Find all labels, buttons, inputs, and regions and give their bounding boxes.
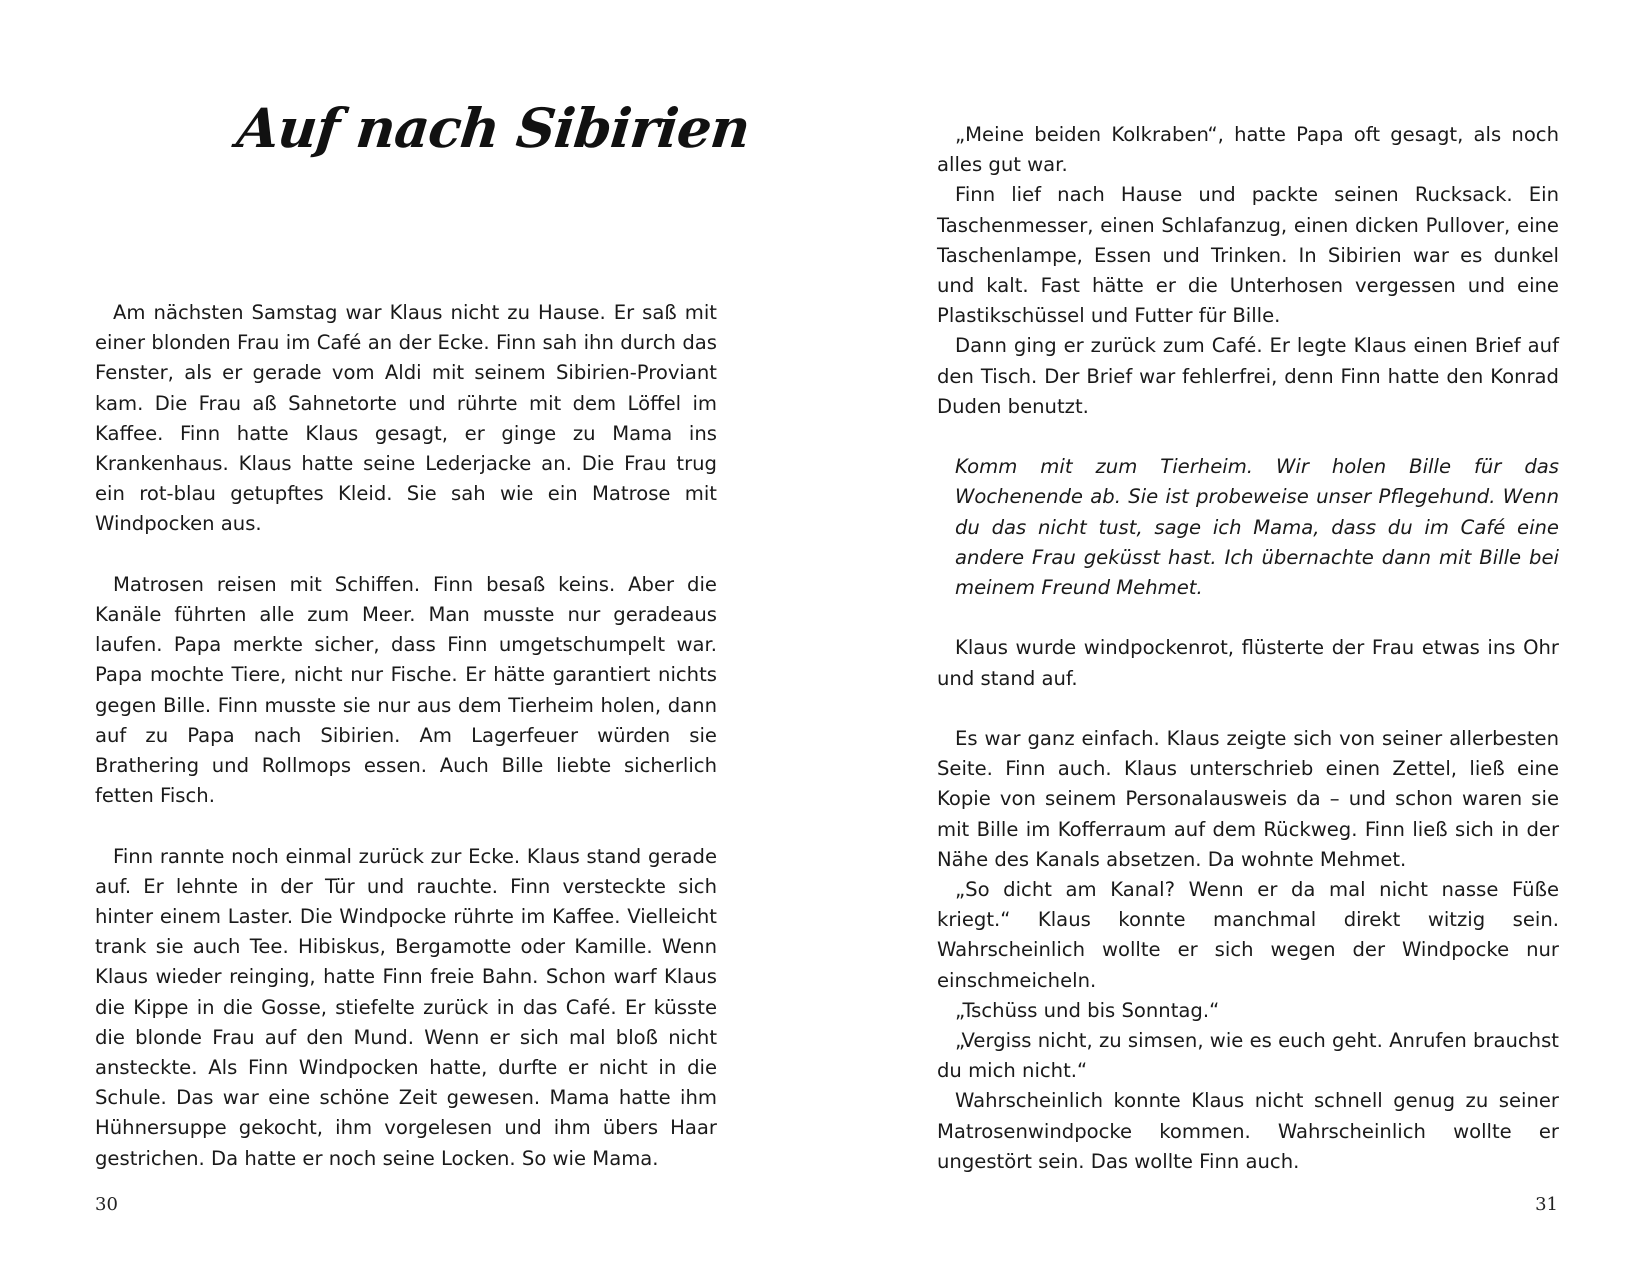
paragraph: Finn rannte noch einmal zurück zur Ecke. Klaus stand gerade auf. Er lehnte in der Tür und rauchte. Finn versteckte sich hinter einem Laster. Die Windpocke rührte im Kaffee. Vielleicht trank sie auch Tee. Hibiskus, Bergamotte oder Kamille. Wenn Klaus wieder reinging, hatte Finn freie Bahn. Schon warf Klaus die Kippe in die Gosse, stiefelte zurück in das Café. Er küsste die blonde Frau auf den Mund. Wenn er sich mal bloß nicht ansteckte. Als Finn Windpocken hatte, durfte er nicht in die Schule. Das war eine schöne Zeit gewesen. Mama hatte ihm Hühnersuppe gekocht, ihm vorgelesen und ihm übers Haar gestrichen. Da hatte er noch seine Locken. So wie Mama. [95,844,717,1170]
paragraph-gap [95,811,717,841]
right-page-text [937,120,1559,1177]
paragraph-gap [95,540,717,570]
left-page-text [95,298,717,1174]
paragraph: Am nächsten Samstag war Klaus nicht zu Hause. Er saß mit einer blonden Frau im Café an der Ecke. Finn sah ihn durch das Fenster, als er gerade vom Aldi mit seinem Sibirien-Proviant kam. Die Frau aß Sahnetorte und rührte mit dem Löffel im Kaffee. Finn hatte Klaus gesagt, er ginge zu Mama ins Krankenhaus. Klaus hatte seine Lederjacke an. Die Frau trug ein rot-blau getupftes Kleid. Sie sah wie ein Matrose mit Windpocken aus. [95,301,717,536]
paragraph: Wahrscheinlich konnte Klaus nicht schnell genug zu seiner Matrosenwindpocke kommen. Wahrscheinlich wollte er ungestört sein. Das wollte Finn auch. [937,1089,1559,1173]
chapter-title: Auf nach Sibirien [234,96,753,160]
paragraph-gap [937,694,1559,724]
paragraph: „Vergiss nicht, zu simsen, wie es euch geht. Anrufen brauchst du mich nicht.“ [937,1029,1559,1083]
paragraph: „Tschüss und bis Sonntag.“ [955,998,1220,1022]
paragraph: Es war ganz einfach. Klaus zeigte sich von seiner allerbesten Seite. Finn auch. Klaus unterschrieb einen Zettel, ließ eine Kopie von seinem Personalausweis da – und schon waren sie mit Bille im Kofferraum auf dem Rückweg. Finn ließ sich in der Nähe des Kanals absetzen. Da wohnte Mehmet. [937,727,1559,871]
paragraph: Finn lief nach Hause und packte seinen Rucksack. Ein Taschenmesser, einen Schlafanzug, einen dicken Pullover, eine Taschenlampe, Essen und Trinken. In Sibirien war es dunkel und kalt. Fast hätte er die Unterhosen vergessen und eine Plastikschüssel und Futter für Bille. [937,183,1559,328]
paragraph-gap [937,603,1559,633]
paragraph: „Meine beiden Kolkraben“, hatte Papa oft gesagt, als noch alles gut war. [937,123,1559,177]
paragraph: Dann ging er zurück zum Café. Er legte Klaus einen Brief auf den Tisch. Der Brief war fehlerfrei, denn Finn hatte den Konrad Duden benutzt. [937,334,1559,418]
paragraph: „So dicht am Kanal? Wenn er da mal nicht nasse Füße kriegt.“ Klaus konnte manchmal direkt witzig sein. Wahrscheinlich wollte er sich wegen der Windpocke nur einschmeicheln. [937,878,1559,992]
paragraph-gap [937,422,1559,452]
paragraph: Klaus wurde windpockenrot, flüsterte der Frau etwas ins Ohr und stand auf. [937,636,1559,690]
page-number: 31 [1535,1194,1558,1215]
paragraph: Matrosen reisen mit Schiffen. Finn besaß keins. Aber die Kanäle führten alle zum Meer. Man musste nur geradeaus laufen. Papa merkte sicher, dass Finn umgetschumpelt war. Papa mochte Tiere, nicht nur Fische. Er hätte garantiert nichts gegen Bille. Finn musste sie nur aus dem Tierheim holen, dann auf zu Papa nach Sibirien. Am Lagerfeuer würden sie Brathering und Rollmops essen. Auch Bille liebte sicherlich fetten Fisch. [95,572,717,808]
letter-text: Komm mit zum Tierheim. Wir holen Bille für das Wochenende ab. Sie ist probeweise unser Pflegehund. Wenn du das nicht tust, sage ich Mama, dass du im Café eine andere Frau geküsst hast. Ich übernachte dann mit Bille bei meinem Freund Mehmet. [955,455,1559,600]
right-page [825,0,1650,1275]
page-number: 30 [95,1194,118,1215]
